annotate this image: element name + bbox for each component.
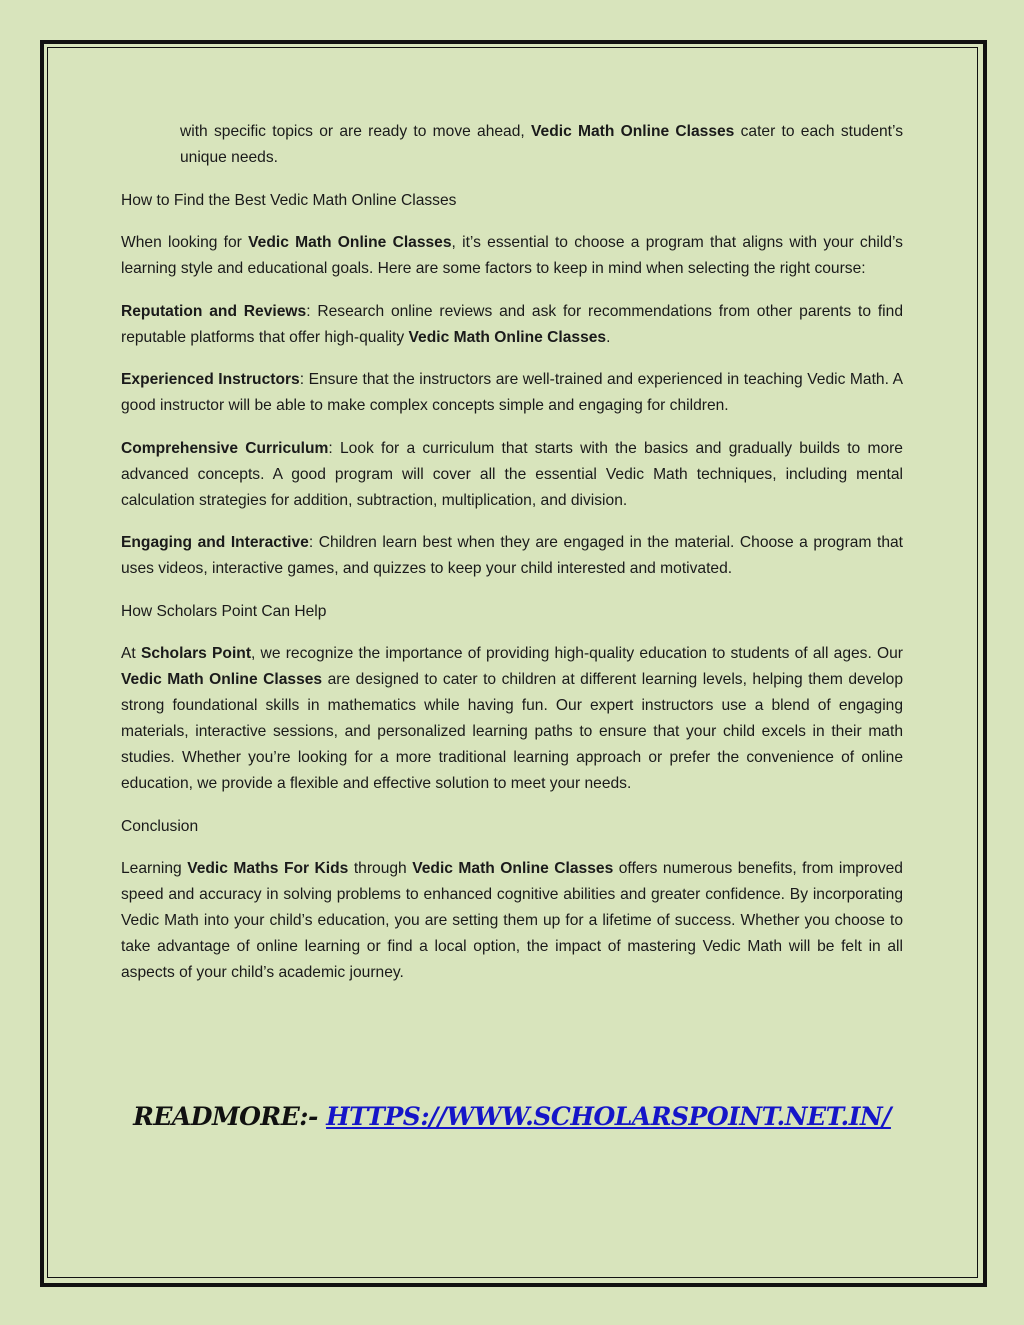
readmore-label: READMORE:- <box>133 1102 327 1131</box>
help-text-3: are designed to cater to children at different learning levels, helping them develop strong foundational skills in mathematics while having fun. Our expert instructors use a blend of engaging materials, interactive sessions, and personalized learning paths to ensure that your child excels in their math studies. Whether you’re looking for a more traditional learning approach or prefer the convenience of online education, we provide a flexible and effective solution to meet your needs. <box>121 671 903 792</box>
conclusion-text-2: through <box>348 860 413 877</box>
document-body <box>121 119 903 1003</box>
help-paragraph <box>121 641 903 797</box>
intro-bold-vedic-classes: Vedic Math Online Classes <box>531 123 735 140</box>
find-paragraph <box>121 230 903 282</box>
intro-paragraph <box>180 119 903 171</box>
readmore-line <box>0 1097 1024 1137</box>
intro-text-2: cater to each student’s unique needs. <box>180 123 903 166</box>
engaging-paragraph <box>121 530 903 582</box>
reputation-label: Reputation and Reviews <box>121 302 307 320</box>
heading-find-best: How to Find the Best Vedic Math Online Classes <box>121 191 457 209</box>
conclusion-bold-vedic-classes: Vedic Math Online Classes <box>412 860 614 877</box>
heading-scholars-help: How Scholars Point Can Help <box>121 602 327 620</box>
instructors-paragraph <box>121 367 903 419</box>
reputation-bold-vedic-classes: Vedic Math Online Classes <box>408 328 607 346</box>
find-text-2: , it’s essential to choose a program that aligns with your child’s learning style and educational goals. Here are some factors to keep in mind when selecting the right course: <box>121 234 903 277</box>
instructors-text: : Ensure that the instructors are well-trained and experienced in teaching Vedic Math. A good instructor will be able to make complex concepts simple and engaging for children. <box>121 371 903 414</box>
engaging-text: : Children learn best when they are engaged in the material. Choose a program that uses videos, interactive games, and quizzes to keep your child interested and motivated. <box>121 534 903 577</box>
conclusion-text-1: Learning <box>121 860 188 877</box>
curriculum-text: : Look for a curriculum that starts with the basics and gradually builds to more advanced concepts. A good program will cover all the essential Vedic Math techniques, including mental calculation strategies for addition, subtraction, multiplication, and division. <box>121 439 903 509</box>
find-bold-vedic-classes: Vedic Math Online Classes <box>248 234 452 251</box>
readmore-link[interactable]: HTTPS://WWW.SCHOLARSPOINT.NET.IN/ <box>326 1102 891 1131</box>
reputation-text-1: : Research online reviews and ask for recommendations from other parents to find reputable platforms that offer high-quality <box>121 302 903 346</box>
help-text-1: At <box>121 645 141 662</box>
heading-conclusion: Conclusion <box>121 817 199 835</box>
reputation-text-2: . <box>606 328 611 346</box>
intro-text-1: with specific topics or are ready to move ahead, <box>180 123 531 140</box>
curriculum-label: Comprehensive Curriculum <box>121 439 329 457</box>
engaging-label: Engaging and Interactive <box>121 534 309 551</box>
conclusion-text-3: offers numerous benefits, from improved speed and accuracy in solving problems to enhanced cognitive abilities and greater confidence. By incorporating Vedic Math into your child’s education, you are setting them up for a lifetime of success. Whether you choose to take advantage of online learning or find a local option, the impact of mastering Vedic Math will be felt in all aspects of your child’s academic journey. <box>121 860 903 981</box>
help-text-2: , we recognize the importance of providing high-quality education to students of all ages. Our <box>251 645 903 662</box>
help-bold-vedic-classes: Vedic Math Online Classes <box>121 671 323 688</box>
conclusion-paragraph <box>121 856 903 986</box>
instructors-label: Experienced Instructors <box>121 371 300 388</box>
curriculum-paragraph <box>121 436 903 514</box>
conclusion-bold-vedic-maths-kids: Vedic Maths For Kids <box>187 860 349 877</box>
help-bold-scholars-point: Scholars Point <box>140 645 252 662</box>
find-text-1: When looking for <box>121 234 249 251</box>
reputation-paragraph <box>121 299 903 351</box>
